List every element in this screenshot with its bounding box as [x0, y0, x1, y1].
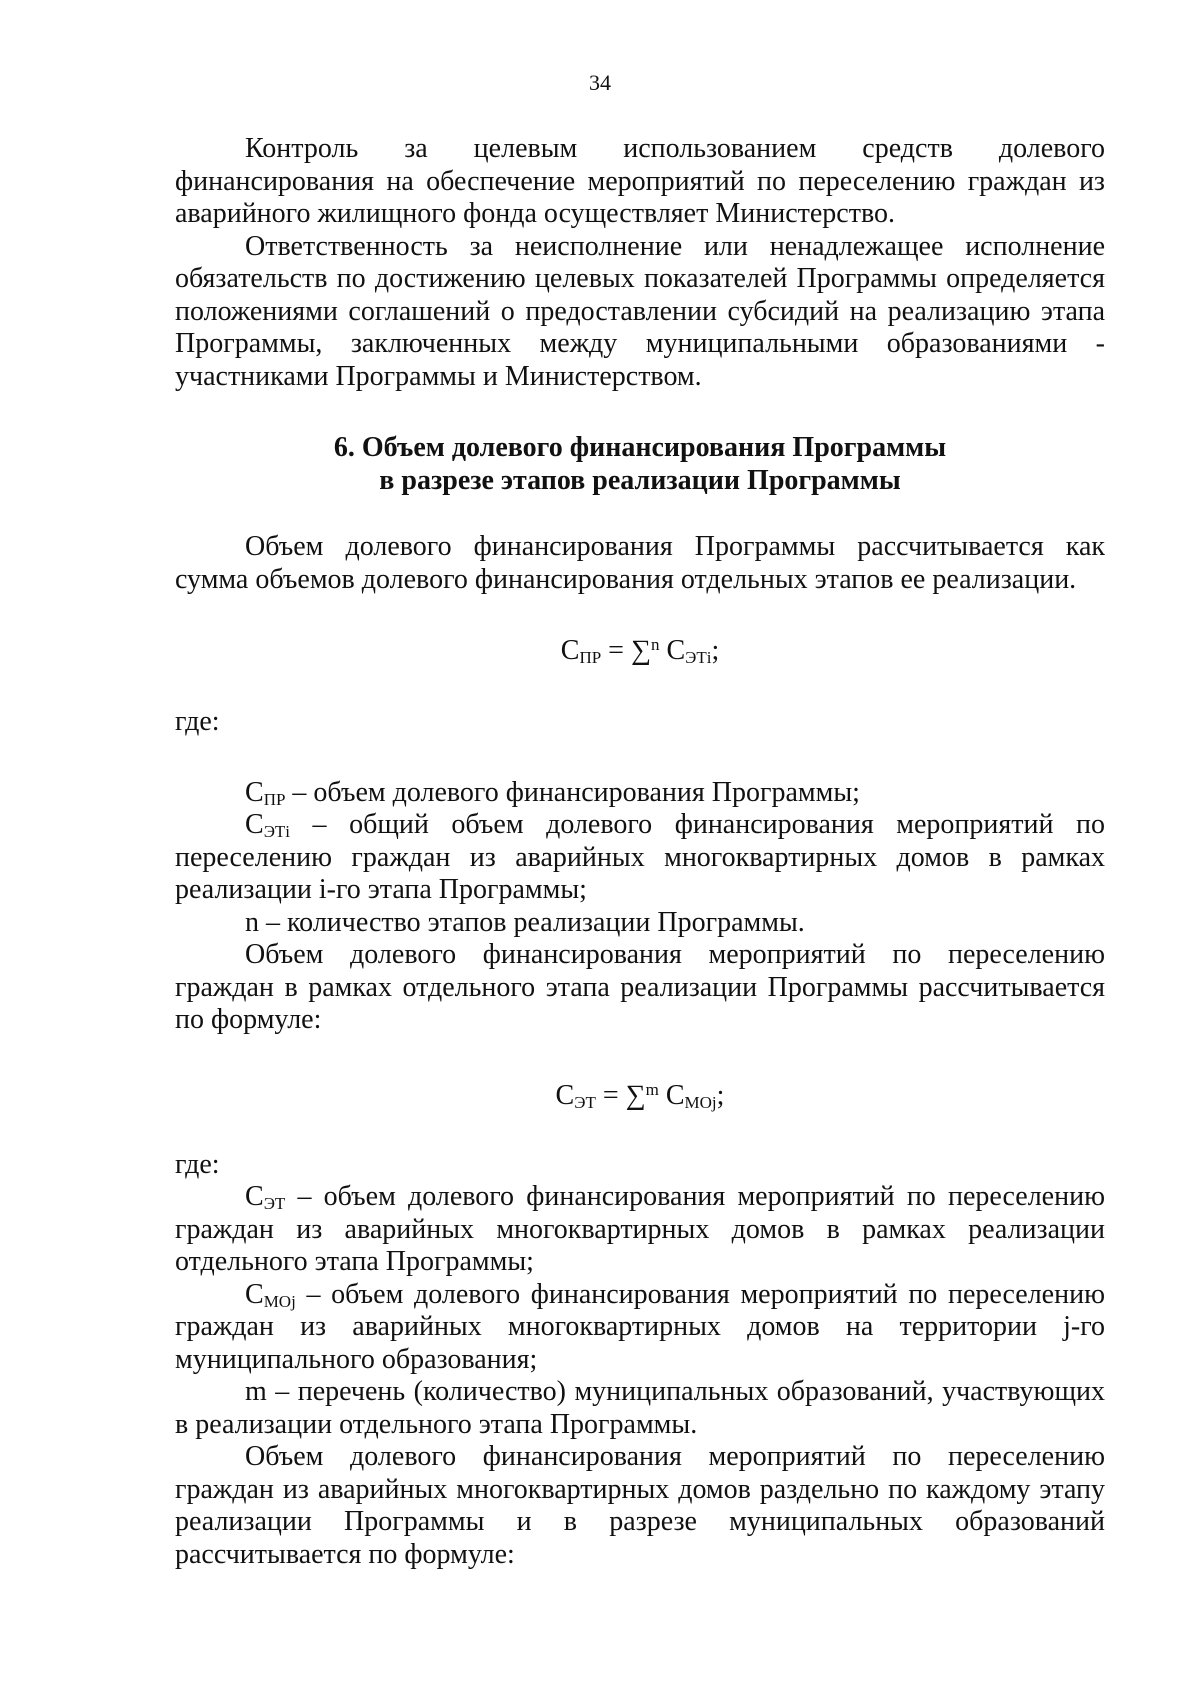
formula-program-total: $С_{ПР} = \sum^n$ $С_{ЭТi}$;: [560, 635, 720, 667]
definition-cet: $С_{ЭТ}$ – объем долевого финансирования мероприятий по переселению граждан из аварийных многоквартирных домов в рамках реализации отдельного этапа Программы;: [175, 1181, 1105, 1277]
section-heading: [175, 431, 1105, 497]
paragraph-volume-intro: Объем долевого финансирования Программы рассчитывается как сумма объемов долевого финансирования отдельных этапов ее реализации.: [175, 531, 1105, 595]
paragraph-responsibility: Ответственность за неисполнение или ненадлежащее исполнение обязательств по достижению целевых показателей Программы определяется положениями соглашений о предоставлении субсидий на реализацию этапа Программы, заключенных между муниципальными образованиями - участниками Программы и Министерством.: [175, 230, 1105, 392]
definition-m: m – перечень (количество) муниципальных образований, участвующих в реализации отдельного этапа Программы.: [175, 1376, 1105, 1440]
paragraph-control: Контроль за целевым использованием средств долевого финансирования на обеспечение мероприятий по переселению граждан из аварийного жилищного фонда осуществляет Министерство.: [175, 133, 1105, 229]
paragraph-per-stage-volume: Объем долевого финансирования мероприятий по переселению граждан из аварийных многоквартирных домов раздельно по каждому этапу реализации Программы и в разрезе муниципальных образований рассчитывается по формуле:: [175, 1441, 1105, 1570]
formula-stage-total: $С_{ЭТ} = \sum^m$ $С_{МОj}$;: [555, 1079, 725, 1112]
definition-cpr: $С_{ПР}$ – объем долевого финансирования Программы;: [245, 776, 860, 809]
where-label: где:: [175, 706, 220, 737]
definition-ceti: $С_{ЭТi}$ – общий объем долевого финансирования мероприятий по переселению граждан из аварийных многоквартирных домов в рамках реализации i-го этапа Программы;: [175, 809, 1105, 905]
where-label: где:: [175, 1148, 220, 1180]
definition-n: n – количество этапов реализации Программы.: [245, 906, 805, 938]
definition-cmoj: $С_{МОj}$ – объем долевого финансирования мероприятий по переселению граждан из аварийных многоквартирных домов на территории j-го муниципального образования;: [175, 1278, 1105, 1375]
section-heading-line2: в разрезе этапов реализации Программы: [379, 465, 901, 496]
section-heading-line1: 6. Объем долевого финансирования Программы: [333, 432, 947, 463]
paragraph-stage-volume: Объем долевого финансирования мероприятий по переселению граждан в рамках отдельного этапа реализации Программы рассчитывается по формуле:: [175, 939, 1105, 1035]
page-number: 34: [589, 70, 611, 95]
document-body: [175, 133, 1105, 1571]
